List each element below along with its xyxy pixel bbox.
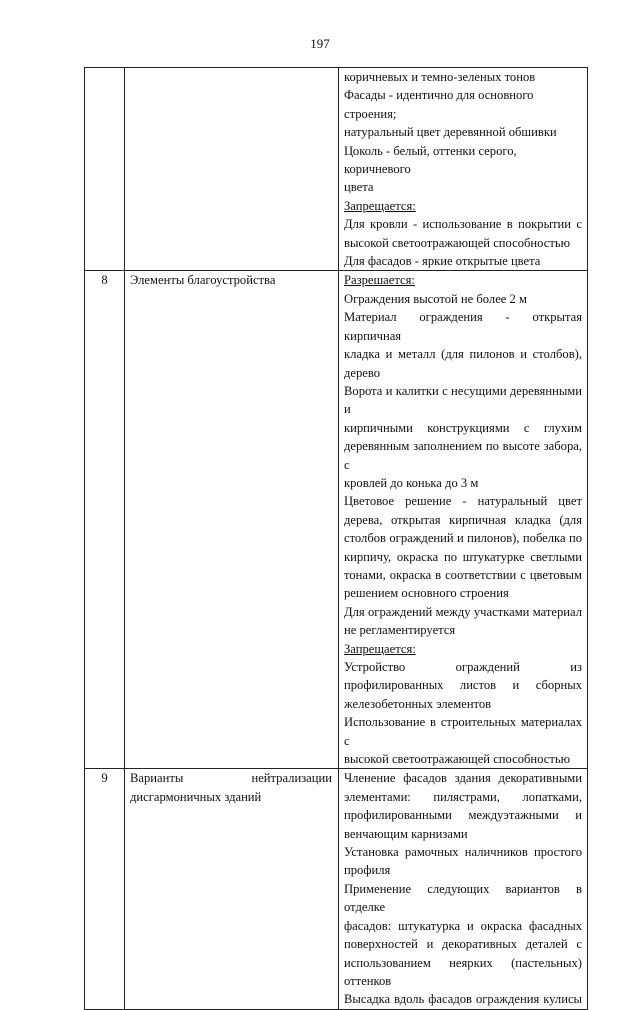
regulations-table xyxy=(84,67,588,1010)
requirement-line: не регламентируется xyxy=(344,623,456,638)
requirement-line: натуральный цвет деревянной обшивки xyxy=(344,125,557,140)
element-name-line: Элементы благоустройства xyxy=(130,273,276,288)
requirement-line: Высадка вдоль фасадов ограждения кулисы xyxy=(344,992,582,1007)
table-row xyxy=(85,271,588,769)
requirement-line: Для кровли - использование в покрытии с xyxy=(344,217,582,232)
table-row xyxy=(85,769,588,1009)
regulations-table-body xyxy=(85,68,588,1010)
requirement-line: Устройство ограждений из xyxy=(344,660,582,674)
requirement-line: Для ограждений между участками материал xyxy=(344,604,582,619)
requirement-line: железобетонных элементов xyxy=(344,696,492,711)
requirement-line: Применение следующих вариантов в отделке xyxy=(344,881,582,915)
requirement-line: Ворота и калитки с несущими деревянными и xyxy=(344,383,582,417)
row-number: 9 xyxy=(101,771,108,786)
requirement-line: коричневых и темно-зеленых тонов xyxy=(344,70,536,84)
requirement-line: тонами, окраска в соответствии с цветовым xyxy=(344,567,582,582)
element-name-line: дисгармоничных зданий xyxy=(130,789,262,804)
element-name-cell xyxy=(125,769,339,1009)
requirement-line: профиля xyxy=(344,863,391,878)
requirement-line: цвета xyxy=(344,180,374,195)
requirement-line: элементами: пилястрами, лопатками, xyxy=(344,789,582,804)
requirement-line: оттенков xyxy=(344,973,392,988)
requirement-line: дерева, открытая кирпичная кладка (для xyxy=(344,512,582,527)
requirement-heading: Запрещается: xyxy=(344,198,416,213)
requirements-cell xyxy=(339,271,588,769)
element-name-cell xyxy=(125,68,339,271)
requirement-line: Использование в строительных материалах с xyxy=(344,715,582,748)
requirement-line: кровлей до конька до 3 м xyxy=(344,475,479,490)
requirements-cell xyxy=(339,68,588,271)
requirements-cell xyxy=(339,769,588,1009)
requirement-line: дерево xyxy=(344,365,381,380)
requirement-line: кирпичу, окраска по штукатурке светлыми xyxy=(344,549,582,564)
requirement-line: столбов ограждений и пилонов), побелка по xyxy=(344,531,582,546)
requirement-line: поверхностей и декоративных деталей с xyxy=(344,937,582,952)
requirement-heading: Разрешается: xyxy=(344,273,415,288)
requirement-line: деревянным заполнением по высоте забора, с xyxy=(344,439,582,472)
row-number-cell xyxy=(85,769,125,1009)
requirement-line: фасадов: штукатурка и окраска фасадных xyxy=(344,918,582,933)
requirement-line: Для фасадов - яркие открытые цвета xyxy=(344,254,541,269)
element-name-line: Варианты нейтрализации xyxy=(130,771,332,786)
requirement-line: кладка и металл (для пилонов и столбов), xyxy=(344,347,582,362)
requirement-line: Материал ограждения - открытая кирпичная xyxy=(344,310,582,343)
requirement-line: Ограждения высотой не более 2 м xyxy=(344,291,527,306)
requirement-line: кирпичными конструкциями с глухим xyxy=(344,420,582,435)
requirement-line: высокой светоотражающей способностью xyxy=(344,235,571,250)
requirement-line: профилированными междуэтажными и xyxy=(344,808,582,823)
requirement-heading: Запрещается: xyxy=(344,641,416,656)
requirement-line: высокой светоотражающей способностью xyxy=(344,752,571,767)
requirement-line: Цветовое решение - натуральный цвет xyxy=(344,494,582,509)
row-number: 8 xyxy=(101,273,108,288)
table-row xyxy=(85,68,588,271)
requirement-line: Членение фасадов здания декоративными xyxy=(344,771,582,786)
requirement-line: Цоколь - белый, оттенки серого, коричневого xyxy=(344,143,517,177)
row-number-cell xyxy=(85,271,125,769)
requirement-line: решением основного строения xyxy=(344,586,509,601)
requirement-line: венчающим карнизами xyxy=(344,826,468,841)
row-number-cell xyxy=(85,68,125,271)
requirement-line: Установка рамочных наличников простого xyxy=(344,845,582,860)
requirement-line: использованием неярких (пастельных) xyxy=(344,955,582,970)
requirement-line: Фасады - идентично для основного строения; xyxy=(344,88,534,121)
element-name-cell xyxy=(125,271,339,769)
page-number: 197 xyxy=(310,36,330,51)
requirement-line: профилированных листов и сборных xyxy=(344,678,582,693)
